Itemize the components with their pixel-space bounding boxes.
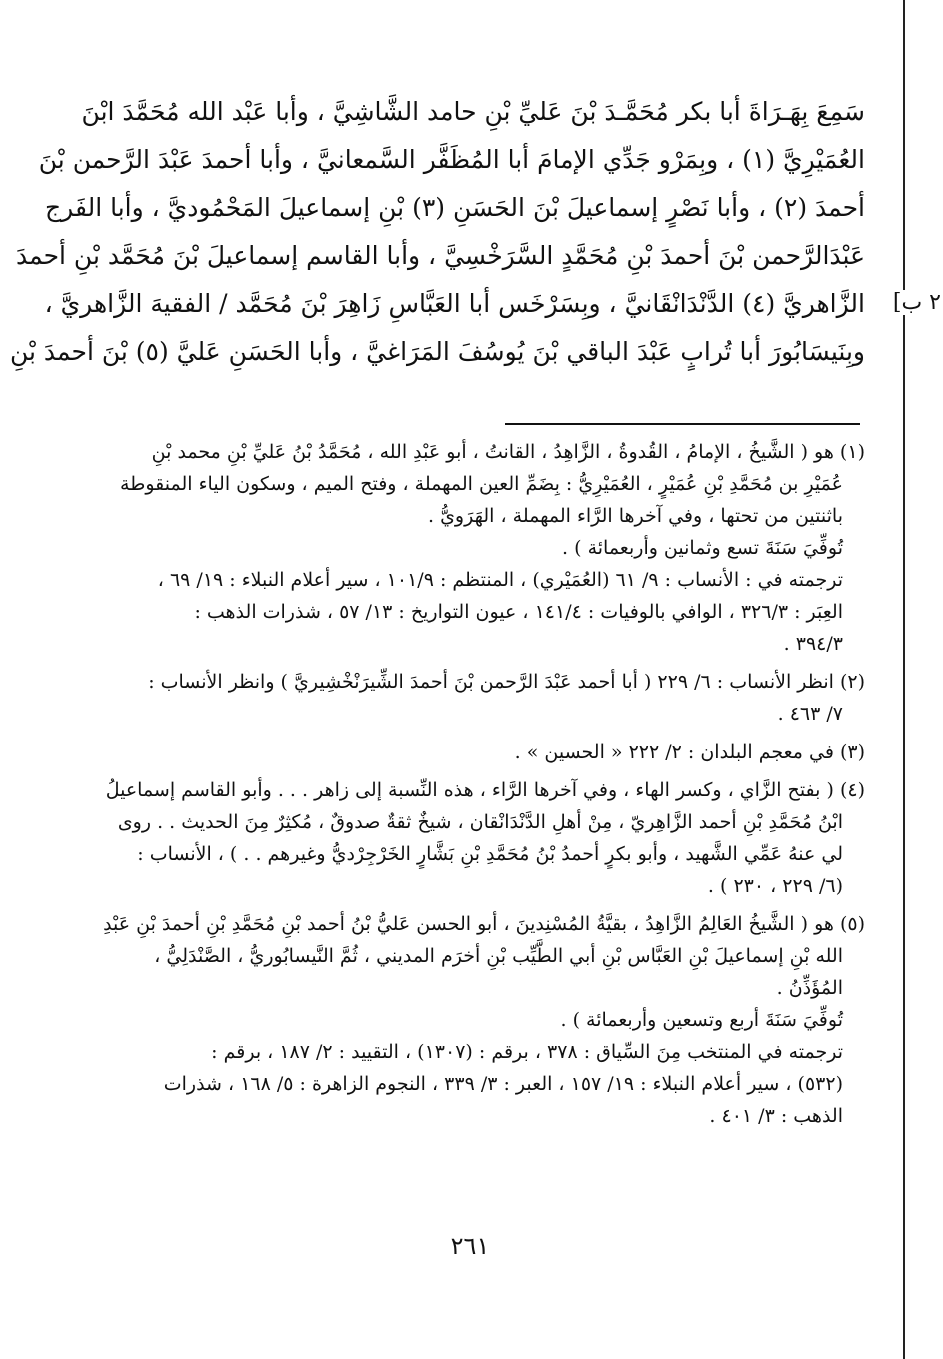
- body-line: أحمدَ (٢) ، وأبا نَصْرٍ إسماعيلَ بْنَ الحَسَنِ (٣) بْنِ إسماعيلَ المَحْمُوديَّ ، وأبا الفَرج: [45, 193, 865, 222]
- page-number: ٢٦١: [450, 1232, 490, 1260]
- footnote-line: باثنتين من تحتها ، وفي آخرها الرَّاء المهملة ، الهَرَويُّ .: [427, 505, 843, 527]
- footnote-line: (١) هو ( الشَّيخُ ، الإمامُ ، القُدوةُ ، الزَّاهِدُ ، القانتُ ، أبو عَبْدِ الله ، مُحَمَّدُ بْنُ عَليِّ بْنِ محمد بْنِ: [151, 441, 865, 463]
- footnote-line: العِبَر : ٣٢٦/٣ ، الوافي بالوفيات : ١٤١/٤ ، عيون التواريخ : ١٣/ ٥٧ ، شذرات الذهب :: [194, 601, 843, 623]
- footnote-line: ٣٩٤/٣ .: [783, 633, 843, 655]
- footnote-line: ترجمته في المنتخب مِنَ السِّياق : ٣٧٨ ، برقم : (١٣٠٧) ، التقييد : ٢/ ١٨٧ ، برقم :: [211, 1041, 843, 1063]
- footnote-line: (٢) انظر الأنساب : ٦/ ٢٢٩ ( أبا أحمد عَبْدَ الرَّحمن بْنَ أحمدَ الشِّيرَنْخْشِيريَّ ) وانظر الأنساب :: [148, 671, 865, 693]
- footnote-line: (٦/ ٢٢٩ ، ٢٣٠ ) .: [707, 875, 843, 897]
- footnote-1: [100, 436, 865, 660]
- body-line: سَمِعَ بِهَـرَاةَ أبا بكر مُحَمَّـدَ بْنَ عَليِّ بْنِ حامد الشَّاشِيَّ ، وأبا عَبْد الله مُحَمَّدَ ابْنَ: [81, 97, 865, 126]
- footnote-3: [100, 736, 865, 768]
- main-body-text: [9, 88, 865, 376]
- footnote-line: الله بْنِ إسماعيلَ بْنِ العَبَّاس بْنِ أبي الطَّيِّب بْنِ أخرَم المديني ، ثُمَّ النَّيسابُوريُّ ، الصَّنْدَلِيُّ ،: [154, 945, 843, 967]
- footnotes-section: [100, 436, 865, 1138]
- footnote-line: لي عنهُ عَمِّي الشَّهيد ، وأبو بكرٍ أحمدُ بْنُ مُحَمَّدِ بْنِ بَشَّارٍ الخَرْجِرْديُّ وغيرهم . . ) ، الأنساب :: [137, 843, 843, 865]
- footnote-5: [100, 908, 865, 1132]
- footnote-2: [100, 666, 865, 730]
- body-line: الزَّاهريَّ (٤) الدَّنْدَانْقَانيَّ ، وبِسَرْخَس أبا العَبَّاسِ زَاهِرَ بْنَ مُحَمَّد / الفقيهَ الزَّاهريَّ ،: [44, 289, 865, 318]
- footnote-line: تُوفِّيَ سَنَةَ أربع وتسعين وأربعمائة ) .: [560, 1009, 843, 1031]
- footnote-line: ترجمته في : الأنساب : ٩/ ٦١ (العُمَيْري) ، المنتظم : ١٠١/٩ ، سير أعلام النبلاء : ١٩/ ٦٩ ،: [157, 569, 843, 591]
- manuscript-folio-marker: ٢ ب]: [879, 290, 943, 315]
- footnote-line: (٣) في معجم البلدان : ٢/ ٢٢٢ « الحسين » .: [514, 741, 865, 763]
- right-margin-rule: [903, 0, 905, 1359]
- body-line: وبِنَيسَابُورَ أبا تُرابٍ عَبْدَ الباقي بْنَ يُوسُفَ المَرَاغيَّ ، وأبا الحَسَنِ عَليَّ (٥) بْنَ أحمدَ بْنِ: [9, 337, 865, 366]
- footnote-line: تُوفِّيَ سَنَةَ تسع وثمانين وأربعمائة ) .: [562, 537, 843, 559]
- footnote-line: ٧/ ٤٦٣ .: [777, 703, 843, 725]
- footnote-line: المُؤَذِّنُ .: [776, 977, 843, 999]
- footnote-line: (٥٣٢) ، سير أعلام النبلاء : ١٩/ ١٥٧ ، العبر : ٣/ ٣٣٩ ، النجوم الزاهرة : ٥/ ١٦٨ ، شذرات: [163, 1073, 843, 1095]
- footnote-4: [100, 774, 865, 902]
- footnote-line: ابْنُ مُحَمَّدِ بْنِ أحمد الزَّاهِريّ ، مِنْ أهلِ الدَّنْدَانْقان ، شيخٌ ثقةٌ صدوقٌ ، مُكثِرٌ مِنَ الحديث . . روى: [117, 811, 843, 833]
- footnote-line: الذهب : ٣/ ٤٠١ .: [709, 1105, 843, 1127]
- footnote-separator: [505, 423, 860, 425]
- body-line: العُمَيْرِيَّ (١) ، وبِمَرْو جَدِّي الإمامَ أبا المُظَفَّر السَّمعانيَّ ، وأبا أحمدَ عَبْدَ الرَّحمن بْنَ: [38, 145, 865, 174]
- footnote-line: (٥) هو ( الشَّيخُ العَالِمُ الزَّاهِدُ ، بقيَّةُ المُسْنِدينَ ، أبو الحسن عَليُّ بْنُ أحمد بْنِ مُحَمَّدِ بْنِ أحمدَ بْنِ عَبْدِ: [103, 913, 865, 935]
- body-line: عَبْدَالرَّحمن بْنَ أحمدَ بْنِ مُحَمَّدٍ السَّرَخْسِيَّ ، وأبا القاسم إسماعيلَ بْنَ مُحَمَّد بْنِ أحمدَ: [16, 241, 865, 270]
- footnote-line: عُمَيْرِ بن مُحَمَّدِ بْنِ عُمَيْرٍ ، العُمَيْرِيُّ : بِضَمِّ العين المهملة ، وفتح الميم ، وسكون الياء المنقوطة: [120, 473, 843, 495]
- footnote-line: (٤) ( بفتح الزَّاي ، وكسر الهاء ، وفي آخرها الرَّاء ، هذه النِّسبة إلى زاهر . . . وأبو القاسم إسماعيلُ: [105, 779, 865, 801]
